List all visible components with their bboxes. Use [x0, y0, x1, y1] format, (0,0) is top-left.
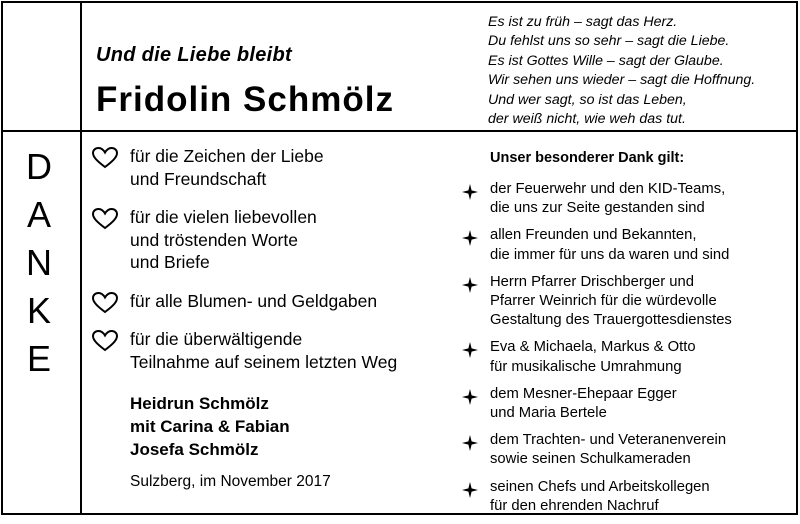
place-date: Sulzberg, im November 2017	[130, 473, 331, 490]
danke-letter: N	[26, 242, 52, 283]
heart-icon	[92, 208, 118, 230]
star-icon	[462, 277, 478, 293]
poem	[488, 13, 755, 129]
star-icon	[462, 342, 478, 358]
special-thanks-heading: Unser besonderer Dank gilt:	[490, 150, 685, 166]
deceased-name: Fridolin Schmölz	[96, 80, 394, 119]
thanks-line: für die vielen liebevollen	[130, 207, 317, 227]
danke-letter: E	[26, 338, 51, 379]
special-thanks-line: der Feuerwehr und den KID-Teams,	[490, 181, 726, 197]
special-thanks-line: dem Trachten- und Veteranenverein	[490, 432, 727, 449]
thanks-line: für die überwältigende	[130, 329, 303, 349]
special-thanks-line: Gestaltung des Trauergottesdienstes	[490, 312, 732, 329]
special-thanks-line: die uns zur Seite gestanden sind	[490, 200, 705, 217]
star-icon	[462, 184, 478, 200]
special-thanks-item	[462, 385, 732, 423]
star-icon	[462, 435, 478, 451]
special-thanks-line: für musikalische Umrahmung	[490, 358, 682, 375]
heart-icon	[92, 292, 118, 314]
thanks-item	[92, 290, 397, 313]
motto: Und die Liebe bleibt	[96, 44, 293, 66]
poem-line: Und wer sagt, so ist das Leben,	[488, 91, 687, 108]
special-thanks-line: seinen Chefs und Arbeitskollegen	[490, 478, 710, 495]
thanks-line: für alle Blumen- und Geldgaben	[130, 290, 378, 311]
signer-line: Heidrun Schmölz	[130, 394, 269, 413]
poem-line: Wir sehen uns wieder – sagt die Hoffnung.	[488, 72, 756, 89]
special-thanks-list	[462, 180, 732, 524]
signer-line: mit Carina & Fabian	[130, 417, 290, 436]
special-thanks-item	[462, 273, 732, 331]
danke-vertical	[24, 143, 54, 383]
heart-icon	[92, 147, 118, 169]
vertical-divider	[80, 3, 82, 513]
danke-letter: A	[26, 194, 51, 235]
special-thanks-item	[462, 338, 732, 376]
signers	[130, 392, 290, 461]
special-thanks-line: Eva & Michaela, Markus & Otto	[490, 339, 696, 356]
poem-line: Du fehlst uns so sehr – sagt die Liebe.	[488, 33, 730, 50]
special-thanks-line: Herrn Pfarrer Drischberger und	[490, 273, 694, 290]
thanks-line: und Briefe	[130, 252, 210, 272]
thanks-line: und tröstenden Worte	[130, 229, 298, 250]
thanks-line: und Freundschaft	[130, 168, 267, 189]
special-thanks-line: für den ehrenden Nachruf	[490, 497, 659, 514]
special-thanks-line: die immer für uns da waren und sind	[490, 246, 730, 263]
special-thanks-item	[462, 180, 732, 218]
poem-line: der weiß nicht, wie weh das tut.	[488, 111, 686, 128]
thanks-list	[92, 145, 397, 373]
thanks-item	[92, 145, 397, 190]
danke-letter: D	[26, 146, 52, 187]
signer-line: Josefa Schmölz	[130, 440, 259, 459]
horizontal-divider	[3, 130, 796, 132]
special-thanks-line: dem Mesner-Ehepaar Egger	[490, 385, 677, 402]
poem-line: Es ist Gottes Wille – sagt der Glaube.	[488, 52, 724, 69]
special-thanks-item	[462, 478, 732, 516]
special-thanks-line: Pfarrer Weinrich für die würdevolle	[490, 293, 717, 310]
special-thanks-line: sowie seinen Schulkameraden	[490, 451, 691, 468]
heart-icon	[92, 330, 118, 352]
danke-letter: K	[26, 290, 51, 331]
special-thanks-item	[462, 226, 732, 264]
special-thanks-item	[462, 431, 732, 469]
star-icon	[462, 230, 478, 246]
poem-line: Es ist zu früh – sagt das Herz.	[488, 14, 678, 30]
thanks-item	[92, 328, 397, 373]
star-icon	[462, 389, 478, 405]
thanks-line: für die Zeichen der Liebe	[130, 146, 324, 166]
star-icon	[462, 482, 478, 498]
thanks-item	[92, 206, 397, 274]
special-thanks-line: allen Freunden und Bekannten,	[490, 227, 697, 244]
special-thanks-line: und Maria Bertele	[490, 405, 607, 422]
thanks-line: Teilnahme auf seinem letzten Weg	[130, 351, 398, 372]
